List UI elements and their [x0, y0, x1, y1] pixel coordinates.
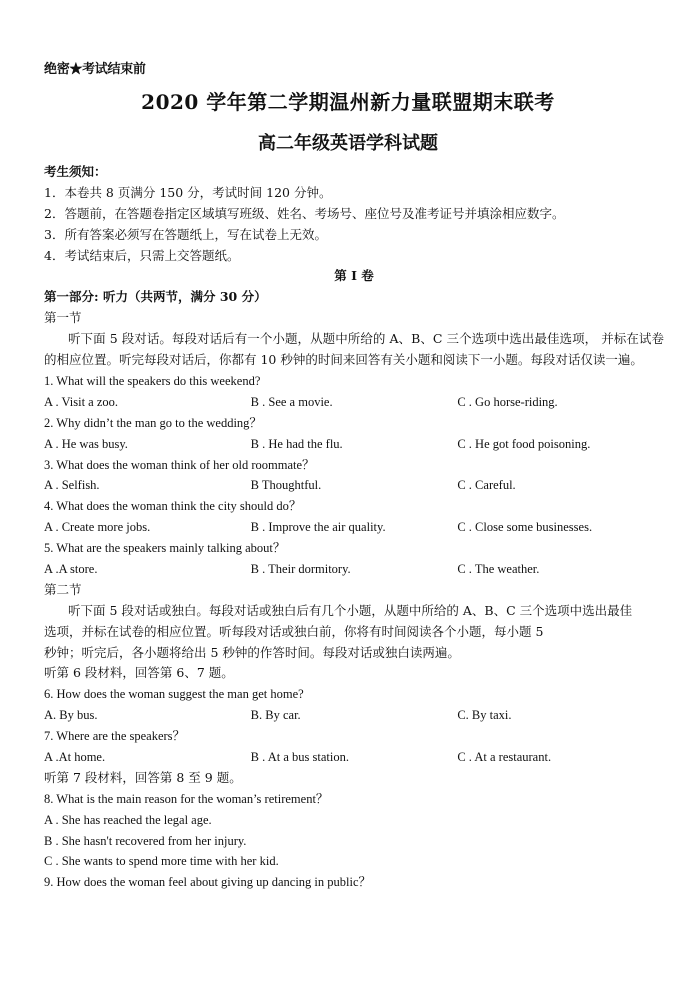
- material-6-heading: 听第 6 段材料，回答第 6、7 题。: [44, 665, 234, 681]
- section2-instructions-line: 选项，并标在试卷的相应位置。听每段对话或独白前，你将有时间阅读各个小题，每小题 5: [44, 623, 544, 639]
- question-8: 8. What is the main reason for the woman’s retirement？: [44, 791, 329, 806]
- question-9: 9. How does the woman feel about giving up dancing in public？: [44, 875, 372, 890]
- option-a: A . Create more jobs.: [44, 520, 151, 535]
- exam-title: 2020 学年第二学期温州新力量联盟期末联考: [141, 90, 555, 114]
- options-4: [44, 517, 664, 538]
- options-7: [44, 747, 664, 768]
- option-a: A . Selfish.: [44, 478, 100, 493]
- section1-instructions: 听下面 5 段对话。每段对话后有一个小题，从题中所给的 A、B、C 三个选项中选出最佳选项， 并标在试卷的相应位置。听完每段对话后，你都有 10 秒钟的时间来回答有关小题和阅读下一小题。每段对话仅读一遍。: [44, 331, 664, 368]
- volume-heading: 第 I 卷: [334, 268, 374, 284]
- notice-heading: 考生须知：: [44, 164, 107, 179]
- option-a: A . He was busy.: [44, 436, 128, 451]
- question-7: 7. Where are the speakers？: [44, 729, 186, 744]
- section2-instructions-line: 秒钟；听完后，各小题将给出 5 秒钟的作答时间。每段对话或独白读两遍。: [44, 644, 460, 660]
- confidential-label: 绝密★考试结束前: [44, 62, 146, 77]
- exam-content: [44, 162, 664, 893]
- option-b: B . See a movie.: [250, 394, 333, 409]
- section1-label: 第一节: [44, 310, 82, 326]
- question-2: 2. Why didn’t the man go to the wedding？: [44, 415, 262, 430]
- exam-subtitle: 高二年级英语学科试题: [258, 133, 438, 154]
- section2-instructions-line: 听下面 5 段对话或独白。每段对话或独白后有几个小题，从题中所给的 A、B、C 三个选项中选出最佳: [68, 602, 633, 618]
- option-c: C . She wants to spend more time with her kid.: [44, 854, 279, 869]
- options-6: [44, 705, 664, 726]
- option-c: C . At a restaurant.: [457, 749, 552, 764]
- question-1: 1. What will the speakers do this weekend?: [44, 373, 261, 388]
- option-c: C . Close some businesses.: [457, 520, 593, 535]
- option-c: C . He got food poisoning.: [457, 436, 591, 451]
- notice-item: 4．考试结束后，只需上交答题纸。: [44, 247, 240, 263]
- option-a: A. By bus.: [44, 708, 98, 723]
- options-5: [44, 559, 664, 580]
- option-b: B . Their dormitory.: [250, 561, 351, 576]
- notice-item: 2．答题前，在答题卷指定区域填写班级、姓名、考场号、座位号及准考证号并填涂相应数字。: [44, 205, 565, 221]
- question-5: 5. What are the speakers mainly talking about？: [44, 541, 286, 556]
- option-b: B Thoughtful.: [250, 478, 322, 493]
- option-a: A . Visit a zoo.: [44, 394, 119, 409]
- option-c: C . Go horse-riding.: [457, 394, 558, 409]
- part1-heading: 第一部分: 听力（共两节，满分 30 分）: [44, 289, 267, 305]
- option-b: B. By car.: [250, 708, 301, 723]
- option-a: A . She has reached the legal age.: [44, 812, 212, 827]
- option-b: B . At a bus station.: [250, 749, 349, 764]
- material-7-heading: 听第 7 段材料，回答第 8 至 9 题。: [44, 769, 242, 785]
- question-3: 3. What does the woman think of her old roommate？: [44, 457, 315, 472]
- question-4: 4. What does the woman think the city should do？: [44, 499, 302, 514]
- option-b: B . He had the flu.: [250, 436, 343, 451]
- question-6: 6. How does the woman suggest the man get home?: [44, 687, 304, 702]
- option-c: C . The weather.: [457, 561, 540, 576]
- option-b: B . Improve the air quality.: [250, 520, 386, 535]
- options-1: [44, 392, 664, 413]
- options-2: [44, 434, 664, 455]
- options-3: [44, 475, 664, 496]
- option-a: A .At home.: [44, 749, 106, 764]
- option-b: B . She hasn't recovered from her injury.: [44, 833, 247, 848]
- notice-item: 1．本卷共 8 页满分 150 分，考试时间 120 分钟。: [44, 184, 332, 200]
- option-c: C . Careful.: [457, 478, 516, 493]
- option-c: C. By taxi.: [457, 708, 512, 723]
- notice-item: 3．所有答案必须写在答题纸上，写在试卷上无效。: [44, 226, 327, 242]
- section2-label: 第二节: [44, 581, 82, 597]
- option-a: A .A store.: [44, 561, 98, 576]
